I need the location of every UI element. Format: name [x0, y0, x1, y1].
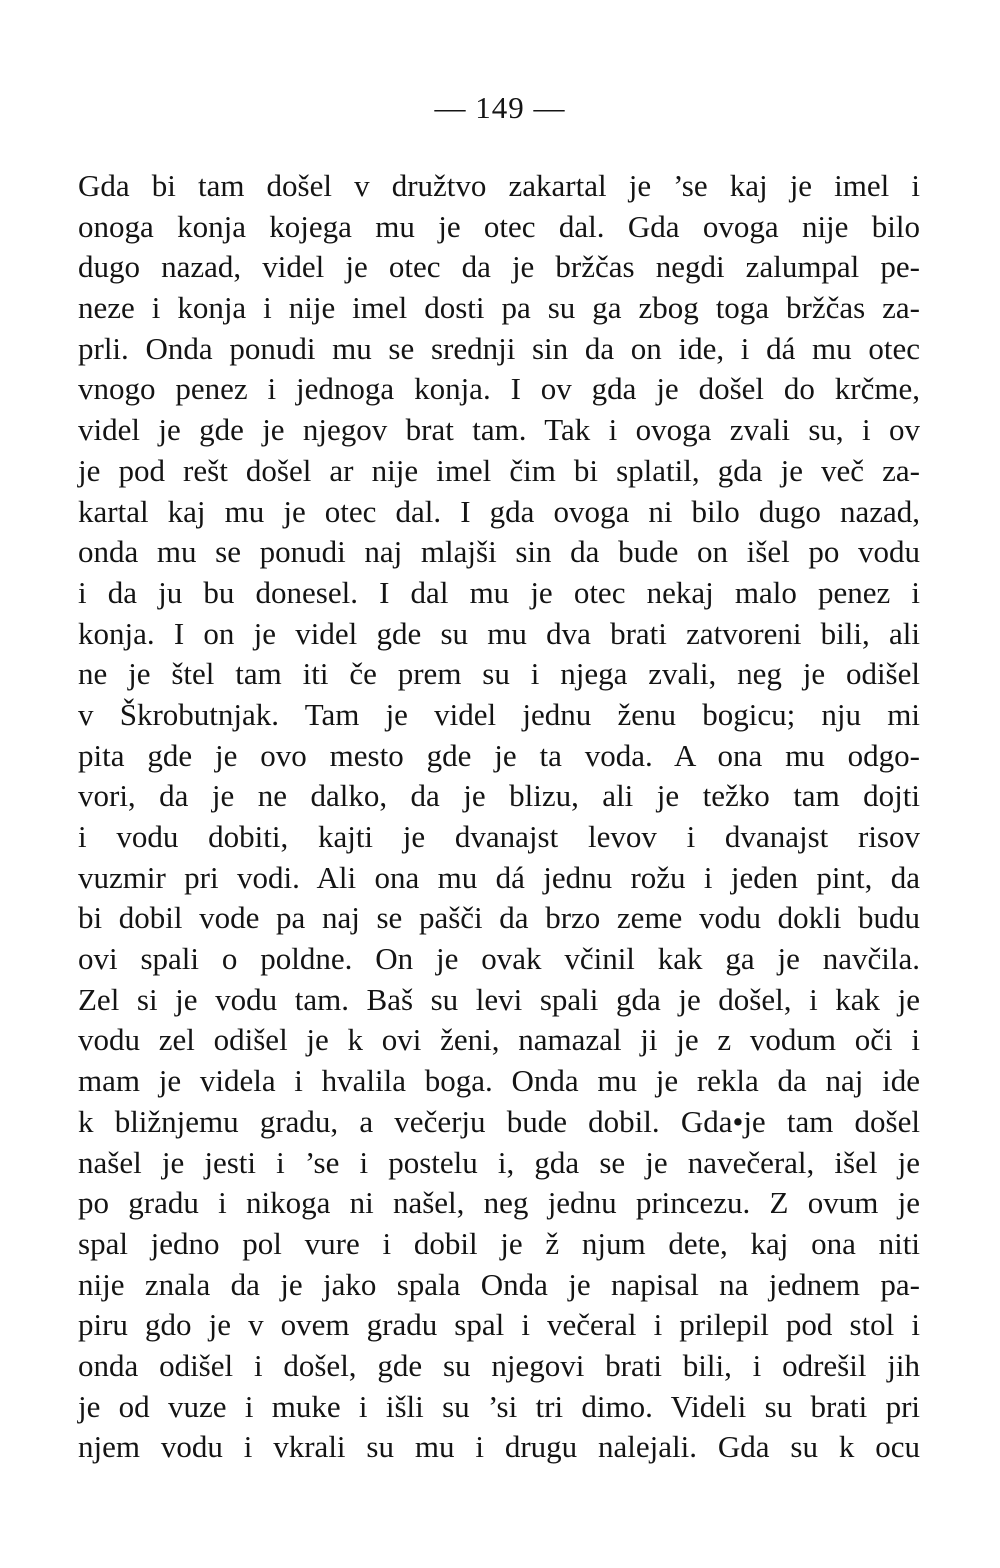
text-line: njem vodu i vkrali su mu i drugu nalejali. Gda su k ocu — [78, 1429, 920, 1465]
text-line: ne je štel tam iti če prem su i njega zvali, neg je odišel — [78, 656, 920, 692]
text-line: k bližnjemu gradu, a večerju bude dobil. Gda•je tam došel — [78, 1103, 920, 1139]
text-line: onda mu se ponudi naj mlajši sin da bude on išel po vodu — [78, 534, 920, 570]
text-line: piru gdo je v ovem gradu spal i večeral i prilepil pod stol i — [78, 1307, 920, 1343]
text-line: dugo nazad, videl je otec da je bržčas negdi zalumpal pe- — [78, 249, 920, 285]
page-number: — 149 — — [434, 90, 566, 125]
text-line: i da ju bu donesel. I dal mu je otec nekaj malo penez i — [78, 574, 920, 610]
text-line: po gradu i nikoga ni našel, neg jednu princezu. Z ovum je — [78, 1185, 920, 1221]
text-line: je pod rešt došel ar nije imel čim bi splatil, gda je več za- — [78, 452, 920, 488]
text-line: našel je jesti i ’se i postelu i, gda se je navečeral, išel je — [78, 1144, 920, 1180]
text-line: bi dobil vode pa naj se pašči da brzo zeme vodu dokli budu — [78, 900, 920, 936]
text-line: onoga konja kojega mu je otec dal. Gda ovoga nije bilo — [78, 208, 920, 244]
text-line: onda odišel i došel, gde su njegovi brati bili, i odrešil jih — [78, 1347, 920, 1383]
text-line: videl je gde je njegov brat tam. Tak i ovoga zvali su, i ov — [78, 412, 920, 448]
body-text — [78, 166, 920, 1468]
text-line: konja. I on je videl gde su mu dva brati zatvoreni bili, ali — [78, 615, 920, 651]
text-line: vnogo penez i jednoga konja. I ov gda je došel do krčme, — [78, 371, 920, 407]
text-line: vodu zel odišel je k ovi ženi, namazal ji je z vodum oči i — [78, 1022, 920, 1058]
text-line: v Škrobutnjak. Tam je videl jednu ženu bogicu; nju mi — [78, 696, 920, 732]
text-line: nije znala da je jako spala Onda je napisal na jednem pa- — [78, 1266, 920, 1302]
text-line: i vodu dobiti, kajti je dvanajst levov i dvanajst risov — [78, 819, 920, 854]
text-line: Gda bi tam došel v družtvo zakartal je ’se kaj je imel i — [78, 168, 920, 203]
text-line: kartal kaj mu je otec dal. I gda ovoga ni bilo dugo nazad, — [78, 493, 920, 529]
text-line: je od vuze i muke i išli su ’si tri dimo. Videli su brati pri — [78, 1388, 920, 1424]
text-line: vori, da je ne dalko, da je blizu, ali je težko tam dojti — [78, 778, 920, 814]
text-line: neze i konja i nije imel dosti pa su ga zbog toga bržčas za- — [78, 290, 920, 326]
text-line: ovi spali o poldne. On je ovak včinil kak ga je navčila. — [78, 941, 920, 977]
text-line: mam je videla i hvalila boga. Onda mu je rekla da naj ide — [78, 1063, 920, 1099]
text-line: Zel si je vodu tam. Baš su levi spali gda je došel, i kak je — [78, 981, 920, 1017]
text-line: vuzmir pri vodi. Ali ona mu dá jednu rožu i jeden pint, da — [78, 859, 920, 895]
text-line: prli. Onda ponudi mu se srednji sin da on ide, i dá mu otec — [78, 330, 920, 366]
text-line: spal jedno pol vure i dobil je ž njum dete, kaj ona niti — [78, 1225, 920, 1261]
text-line: pita gde je ovo mesto gde je ta voda. A ona mu odgo- — [78, 737, 920, 773]
